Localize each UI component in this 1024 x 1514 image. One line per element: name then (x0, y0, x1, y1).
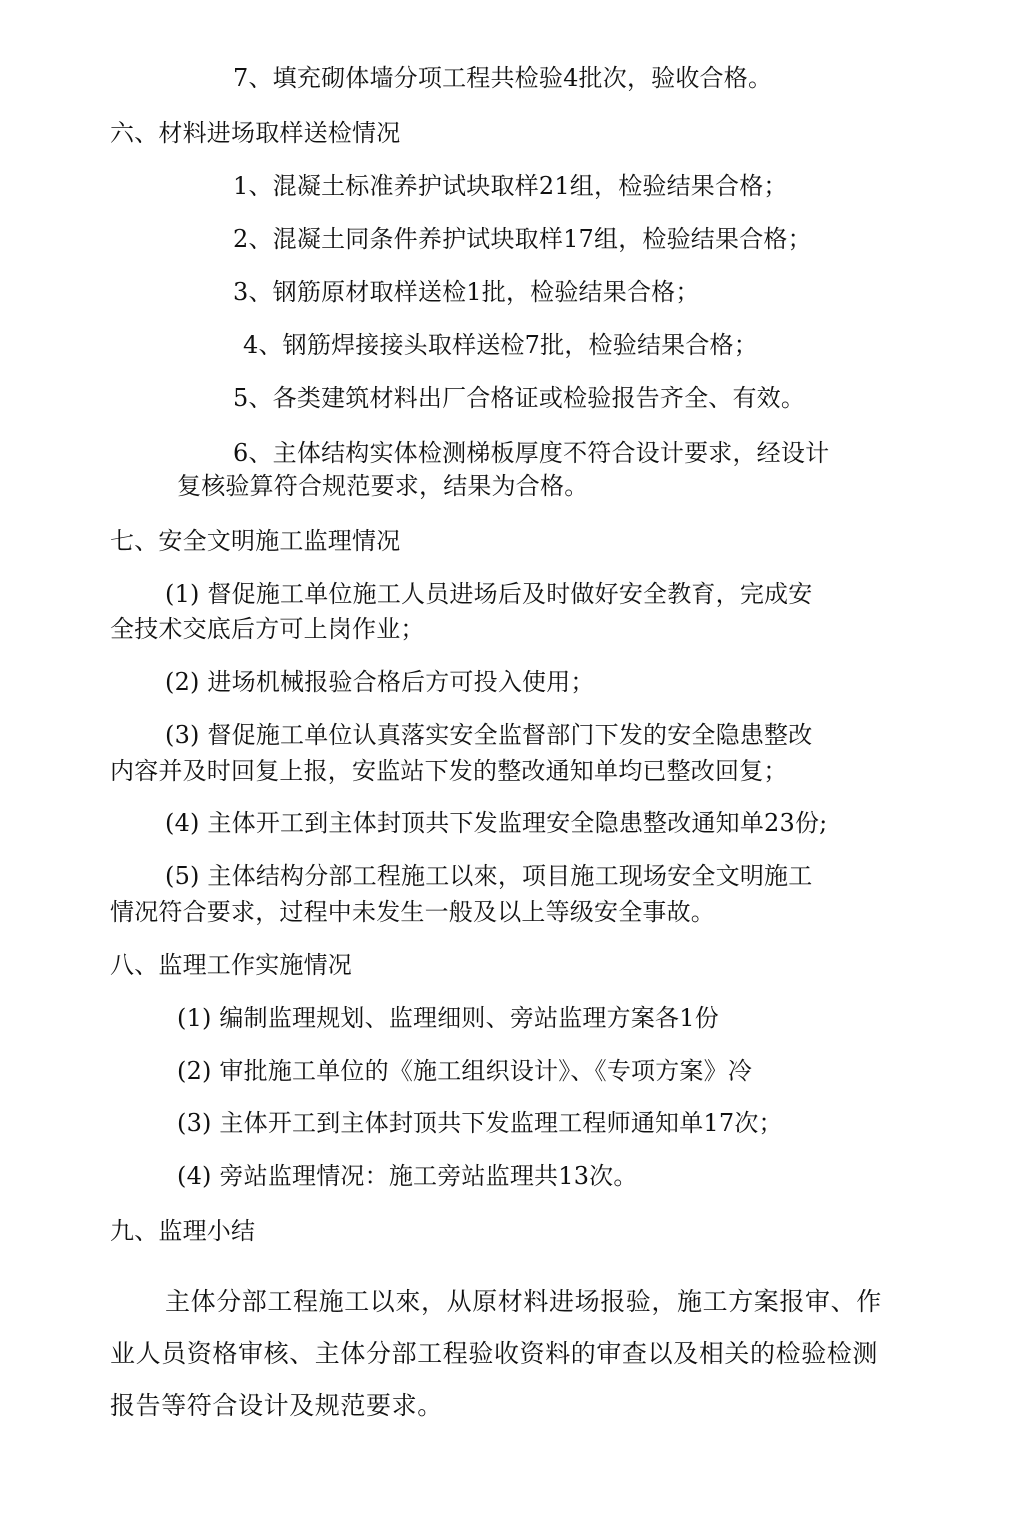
section-6-heading: 六、材料进场取样送检情况 (110, 119, 401, 147)
section-7-item-1-line-2: 全技术交底后方可上岗作业； (110, 615, 425, 643)
section-9-paragraph-line-2: 业人员资格审核、主体分部工程验收资料的审查以及相关的检验检测 (110, 1339, 879, 1368)
section-9-paragraph-line-3: 报告等符合设计及规范要求。 (110, 1391, 443, 1420)
section-9-heading: 九、监理小结 (110, 1217, 256, 1245)
section-6-item-3: 3、钢筋原材取样送检1批，检验结果合格； (233, 278, 700, 306)
section-7-item-3-line-2: 内容并及时回复上报，安监站下发的整改通知单均已整改回复； (110, 757, 788, 785)
section-7-item-5-line-1: (5) 主体结构分部工程施工以來，项目施工现场安全文明施工 (165, 862, 813, 890)
item-7-masonry-inspection: 7、填充砌体墙分项工程共检验4批次，验收合格。 (233, 64, 773, 92)
section-7-heading: 七、安全文明施工监理情况 (110, 527, 401, 555)
section-7-item-3-line-1: (3) 督促施工单位认真落实安全监督部门下发的安全隐患整改 (165, 721, 813, 749)
section-8-heading: 八、监理工作实施情况 (110, 951, 352, 979)
section-7-item-1-line-1: (1) 督促施工单位施工人员进场后及时做好安全教育，完成安 (165, 580, 813, 608)
section-7-item-5-line-2: 情况符合要求，过程中未发生一般及以上等级安全事故。 (110, 898, 715, 926)
section-9-paragraph-line-1: 主体分部工程施工以來，从原材料进场报验，施工方案报审、作 (165, 1287, 882, 1316)
section-8-item-2: (2) 审批施工单位的《施工组织设计》、《专项方案》冷 (177, 1057, 753, 1085)
section-6-item-5: 5、各类建筑材料出厂合格证或检验报告齐全、有效。 (233, 384, 806, 412)
section-8-item-1: (1) 编制监理规划、监理细则、旁站监理方案各1份 (177, 1004, 719, 1032)
section-6-item-6-line-2: 复核验算符合规范要求，结果为合格。 (177, 472, 589, 500)
section-7-item-4: (4) 主体开工到主体封顶共下发监理安全隐患整改通知单23份; (165, 809, 828, 837)
section-7-item-2: (2) 进场机械报验合格后方可投入使用； (165, 668, 595, 696)
section-8-item-3: (3) 主体开工到主体封顶共下发监理工程师通知单17次； (177, 1109, 783, 1137)
section-6-item-2: 2、混凝土同条件养护试块取样17组，检验结果合格； (233, 225, 812, 253)
section-6-item-4: 4、钢筋焊接接头取样送检7批，检验结果合格； (243, 331, 758, 359)
section-8-item-4: (4) 旁站监理情况：施工旁站监理共13次。 (177, 1162, 638, 1190)
section-6-item-6-line-1: 6、主体结构实体检测梯板厚度不符合设计要求，经设计 (233, 439, 830, 467)
section-6-item-1: 1、混凝土标准养护试块取样21组，检验结果合格； (233, 172, 788, 200)
